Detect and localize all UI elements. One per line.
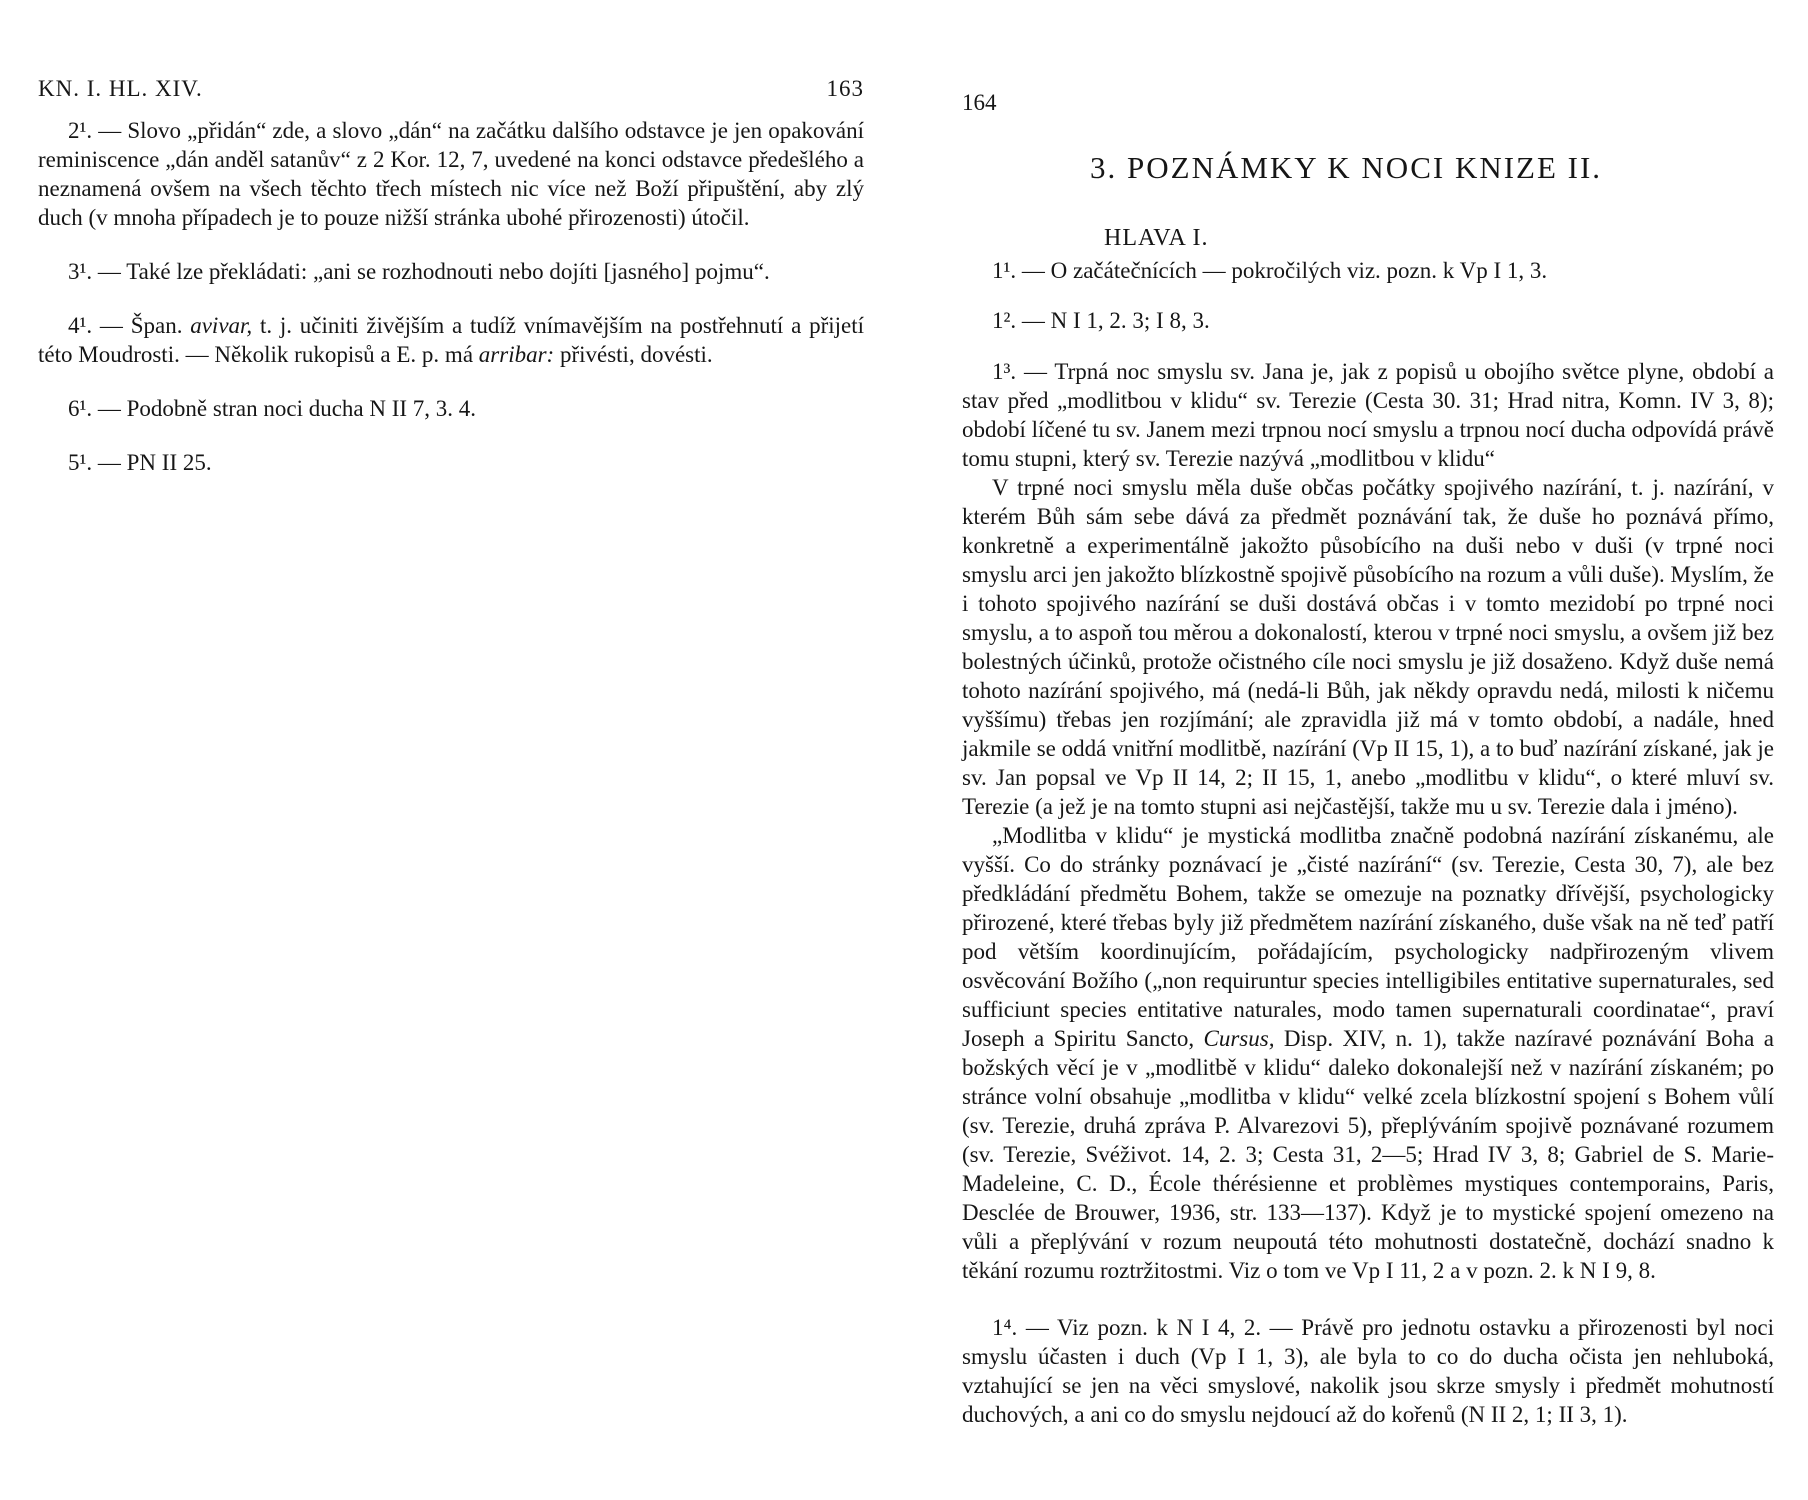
note-1-2: 1². — N I 1, 2. 3; I 8, 3. [992, 308, 1210, 333]
note-1-3-paragraph-1: 1³. — Trpná noc smyslu sv. Jana je, jak z popisů u obojího světce plyne, období a stav před „modlitbou v klidu“ sv. Terezie (Cesta 30. 31; Hrad nitra, Komn. IV 3, 8); období líčené tu sv. Janem mezi trpnou nocí smyslu a trpnou nocí ducha odpovídá právě tomu stupni, který sv. Terezie nazývá „modlitbou v klidu“ [962, 359, 1774, 471]
note-5-1: 5¹. — PN II 25. [68, 450, 212, 475]
note-4-1 [38, 311, 864, 369]
page-number: 164 [962, 90, 997, 115]
note-1-3-p3-end: Disp. XIV, n. 1), takže nazíravé poznávání Boha a božských věcí je v „modlitbě v klidu“ daleko dokonalejší než v nazírání získaném; po stránce volní obsahuje „modlitba v klidu“ velké zcela blízkostní spojení s Bohem vůlí (sv. Terezie, druhá zpráva P. Alvarezovi 5), přeplýváním spojivě poznávané rozumem (sv. Terezie, Svéživot. 14, 2. 3; Cesta 31, 2—5; Hrad IV 3, 8; Gabriel de S. Marie-Madeleine, C. D., École thérésienne et problèmes mystiques contemporains, Paris, Desclée de Brouwer, 1936, str. 133—137). Když je to mystické spojení omezeno na vůli a přeplývání v rozum neupoutá této mohutnosti dostatečně, dochází snadno k těkání rozumu roztržitostmi. Viz o tom ve Vp I 11, 2 a v pozn. 2. k N I 9, 8. [962, 1026, 1774, 1283]
running-head [38, 76, 864, 116]
chapter-title: 3. POZNÁMKY K NOCI KNIZE II. [1090, 150, 1603, 185]
left-page [38, 0, 864, 502]
page-number: 163 [826, 76, 864, 101]
note-1-3-paragraph-3 [962, 821, 1774, 1285]
note-1-4: 1⁴. — Viz pozn. k N I 4, 2. — Právě pro jednotu ostavku a přirozenosti byl noci smyslu účasten i duch (Vp I 1, 3), ale byla to co do ducha očista jen nehluboká, vztahující se jen na věci smyslové, nakolik jsou skrze smysly i předmět mohutností duchových, a ani co do smyslu nejdoucí až do kořenů (N II 2, 1; II 3, 1). [962, 1315, 1774, 1427]
note-1-3-paragraph-2: V trpné noci smyslu měla duše občas počátky spojivého nazírání, t. j. nazírání, v kterém Bůh sám sebe dává za předmět poznávání tak, že duše ho poznává přímo, konkretně a experimentálně jakožto působícího na duši nebo v duši (v trpné noci smyslu arci jen jakožto blízkostně spojivě působícího na rozum a vůli duše). Myslím, že i tohoto spojivého nazírání se duši dostává občas i v tomto mezidobí po trpné noci smyslu, a to aspoň tou měrou a dokonalostí, kterou v trpné noci smyslu, a ovšem již bez bolestných účinků, protože očistného cíle noci smyslu je již dosaženo. Když duše nemá tohoto nazírání spojivého, má (nedá-li Bůh, jak někdy opravdu nedá, milosti k ničemu vyššímu) třebas jen rozjímání; ale zpravidla již má v tomto období, a nadále, hned jakmile se oddá vnitřní modlitbě, nazírání (Vp II 15, 1), a to buď nazírání získané, jak je sv. Jan popsal ve Vp II 14, 2; II 15, 1, anebo „modlitbu v klidu“, o které mluví sv. Terezie (a jež je na tomto stupni asi nejčastější, takže mu u sv. Terezie dala i jméno). [962, 475, 1774, 819]
note-4-1-middle: t. j. učiniti živějším a tudíž vnímavějším na postřehnutí a přijetí této Moudrosti. — Několik rukopisů a E. p. má [38, 313, 864, 367]
note-1-3-p3-start: „Modlitba v klidu“ je mystická modlitba značně podobná nazírání získanému, ale vyšší. Co do stránky poznávací je „čisté nazírání“ (sv. Terezie, Cesta 30, 7), ale bez předkládání předmětu Bohem, takže se omezuje na poznatky dřívější, psychologicky přirozené, které třebas byly již předmětem nazírání získaného, duše však na ně teď patří pod větším koordinujícím, pořádajícím, psychologicky nadpřirozeným vlivem osvěcování Božího („non requiruntur species intelligibiles entitative supernaturales, sed sufficiunt species entitative naturales, modo tamen supernaturali coordinatae“, praví Joseph a Spiritu Sancto, [962, 823, 1774, 1051]
running-head-title: KN. I. HL. XIV. [38, 76, 203, 101]
note-3-1: 3¹. — Také lze překládati: „ani se rozhodnouti nebo dojíti [jasného] pojmu“. [68, 259, 770, 284]
note-6-1: 6¹. — Podobně stran noci ducha N II 7, 3. 4. [68, 396, 477, 421]
right-page [962, 0, 1774, 1429]
note-4-1-start: 4¹. — Špan. [68, 313, 191, 338]
note-4-1-italic-arribar: arribar: [478, 342, 555, 367]
note-1-1: 1¹. — O začátečnících — pokročilých viz. pozn. k Vp I 1, 3. [992, 258, 1548, 283]
note-4-1-end: přivésti, dovésti. [554, 342, 713, 367]
note-1-3-p3-italic-cursus: Cursus, [1203, 1026, 1275, 1051]
note-2-1: 2¹. — Slovo „přidán“ zde, a slovo „dán“ na začátku dalšího odstavce je jen opakování reminiscence „dán anděl satanův“ z 2 Kor. 12, 7, uvedené na konci odstavce předešlého a neznamená ovšem na všech těchto třech místech nic více než Boží připuštění, aby zlý duch (v mnoha případech je to pouze nižší stránka ubohé přirozenosti) útočil. [38, 118, 864, 230]
note-4-1-italic-avivar: avivar, [190, 313, 253, 338]
section-title: HLAVA I. [1104, 225, 1209, 251]
